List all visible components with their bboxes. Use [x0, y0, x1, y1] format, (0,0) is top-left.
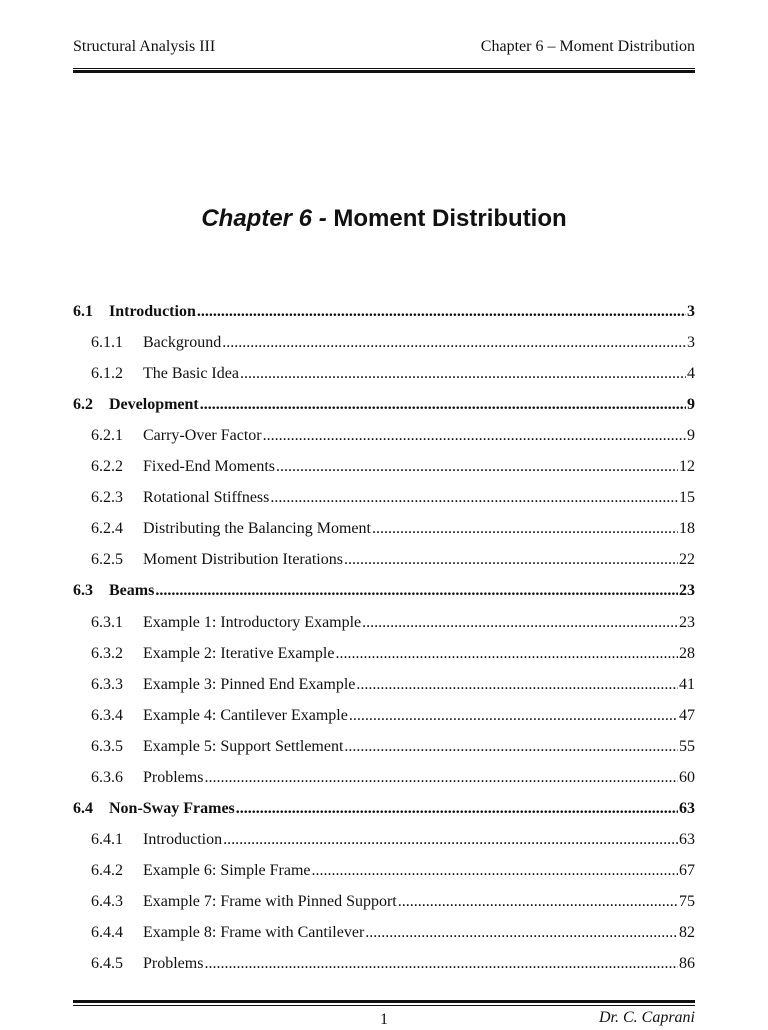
toc-entry-page: 22: [679, 551, 695, 569]
toc-subsection-entry[interactable]: [73, 949, 695, 979]
toc-entry-page: 9: [687, 427, 695, 445]
toc-dot-leader: [204, 763, 678, 793]
toc-entry-page: 60: [679, 768, 695, 786]
toc-entry-title: Beams: [109, 582, 155, 600]
toc-entry-page: 86: [679, 955, 695, 973]
toc-entry-page: 67: [679, 861, 695, 879]
toc-entry-number: 6.1: [73, 303, 93, 320]
toc-entry-title: Development: [109, 396, 199, 414]
toc-section-entry[interactable]: [73, 576, 695, 606]
toc-subsection-entry[interactable]: [73, 918, 695, 948]
toc-entry-page: 4: [687, 365, 695, 383]
toc-entry-number: 6.4: [73, 799, 93, 817]
toc-entry-title: Example 8: Frame with Cantilever: [143, 924, 365, 941]
toc-entry-title: Introduction: [143, 830, 223, 848]
toc-entry-page: 63: [679, 830, 695, 848]
toc-subsection-entry[interactable]: [73, 452, 695, 482]
toc-entry-number: 6.4.3: [91, 892, 123, 910]
toc-entry-page: 3: [687, 334, 695, 352]
toc-section-entry[interactable]: [73, 794, 695, 824]
toc-entry-number: 6.3: [73, 582, 93, 600]
toc-entry-page: 3: [687, 303, 695, 320]
toc-entry-number: 6.3.6: [91, 768, 123, 786]
toc-entry-title: Distributing the Balancing Moment: [143, 520, 371, 538]
toc-subsection-entry[interactable]: [73, 608, 695, 638]
toc-entry-page: 63: [679, 799, 695, 817]
toc-dot-leader: [276, 452, 678, 482]
toc-entry-title: Problems: [143, 955, 204, 973]
toc-entry-title: Problems: [143, 768, 204, 786]
toc-dot-leader: [344, 545, 678, 575]
toc-entry-title: The Basic Idea: [143, 365, 239, 383]
toc-subsection-entry[interactable]: [73, 701, 695, 731]
toc-entry-title: Fixed-End Moments: [143, 458, 275, 476]
toc-dot-leader: [204, 949, 678, 979]
footer-rule: [73, 1000, 695, 1006]
toc-entry-number: 6.3.2: [91, 644, 123, 662]
toc-entry-number: 6.2.5: [91, 551, 123, 569]
toc-dot-leader: [372, 514, 678, 544]
toc-entry-title: Moment Distribution Iterations: [143, 551, 343, 569]
toc-dot-leader: [398, 887, 678, 917]
toc-entry-page: 75: [679, 892, 695, 910]
toc-entry-number: 6.4.5: [91, 955, 123, 973]
toc-entry-number: 6.1.1: [91, 334, 123, 352]
toc-subsection-entry[interactable]: [73, 483, 695, 513]
toc-entry-title: Example 7: Frame with Pinned Support: [143, 892, 397, 910]
toc-subsection-entry[interactable]: [73, 514, 695, 544]
toc-entry-title: Example 3: Pinned End Example: [143, 675, 356, 693]
toc-entry-page: 55: [679, 737, 695, 755]
toc-subsection-entry[interactable]: [73, 763, 695, 793]
toc-dot-leader: [356, 670, 678, 700]
toc-entry-page: 28: [679, 644, 695, 662]
toc-entry-number: 6.3.1: [91, 613, 123, 631]
toc-entry-number: 6.4.4: [91, 924, 123, 941]
toc-entry-number: 6.2: [73, 396, 93, 414]
chapter-title-main: Moment Distribution: [333, 205, 567, 232]
toc-dot-leader: [223, 825, 678, 855]
toc-subsection-entry[interactable]: [73, 545, 695, 575]
toc-subsection-entry[interactable]: [73, 825, 695, 855]
toc-section-entry[interactable]: [73, 390, 695, 420]
toc-dot-leader: [335, 639, 678, 669]
toc-subsection-entry[interactable]: [73, 328, 695, 358]
toc-dot-leader: [222, 328, 686, 358]
toc-entry-page: 23: [679, 613, 695, 631]
toc-subsection-entry[interactable]: [73, 670, 695, 700]
toc-entry-page: 82: [679, 924, 695, 941]
toc-entry-title: Introduction: [109, 303, 196, 320]
footer-author: Dr. C. Caprani: [598, 1009, 695, 1026]
running-header: [73, 37, 695, 59]
toc-entry-title: Example 1: Introductory Example: [143, 613, 362, 631]
toc-dot-leader: [155, 576, 678, 606]
toc-entry-page: 23: [679, 582, 695, 600]
header-rule-thin: [73, 68, 695, 69]
toc-dot-leader: [200, 390, 686, 420]
toc-subsection-entry[interactable]: [73, 359, 695, 389]
header-chapter-title: Chapter 6 – Moment Distribution: [480, 38, 695, 55]
toc-dot-leader: [197, 297, 686, 327]
toc-entry-title: Example 4: Cantilever Example: [143, 706, 348, 724]
toc-dot-leader: [349, 701, 678, 731]
footer-rule-thin: [73, 1005, 695, 1006]
toc-entry-number: 6.3.5: [91, 737, 123, 755]
toc-entry-title: Rotational Stiffness: [143, 489, 270, 507]
toc-entry-number: 6.1.2: [91, 365, 123, 383]
toc-entry-number: 6.2.2: [91, 458, 123, 476]
toc-dot-leader: [236, 794, 678, 824]
toc-entry-page: 47: [679, 706, 695, 724]
toc-subsection-entry[interactable]: [73, 856, 695, 886]
header-rule: [73, 68, 695, 74]
toc-entry-page: 9: [687, 396, 695, 414]
header-rule-thick: [73, 70, 695, 73]
toc-subsection-entry[interactable]: [73, 732, 695, 762]
toc-entry-number: 6.4.1: [91, 830, 123, 848]
toc-entry-page: 18: [679, 520, 695, 538]
toc-entry-number: 6.3.3: [91, 675, 123, 693]
toc-subsection-entry[interactable]: [73, 639, 695, 669]
header-course-title: Structural Analysis III: [73, 38, 216, 55]
footer-rule-thick: [73, 1000, 695, 1003]
toc-entry-page: 15: [679, 489, 695, 507]
toc-entry-number: 6.2.4: [91, 520, 123, 538]
chapter-title: [0, 203, 768, 235]
toc-entry-page: 41: [679, 675, 695, 693]
toc-entry-title: Example 2: Iterative Example: [143, 644, 335, 662]
toc-entry-title: Example 6: Simple Frame: [143, 861, 311, 879]
toc-entry-title: Background: [143, 334, 222, 352]
toc-entry-title: Non-Sway Frames: [109, 799, 235, 817]
toc-dot-leader: [270, 483, 678, 513]
toc-subsection-entry[interactable]: [73, 421, 695, 451]
toc-dot-leader: [312, 856, 678, 886]
page-number: 1: [380, 1011, 388, 1028]
chapter-title-prefix: Chapter 6 -: [201, 205, 327, 232]
toc-entry-page: 12: [679, 458, 695, 476]
toc-entry-title: Example 5: Support Settlement: [143, 737, 344, 755]
toc-entry-title: Carry-Over Factor: [143, 427, 262, 445]
toc-entry-number: 6.2.1: [91, 427, 123, 445]
toc-dot-leader: [263, 421, 686, 451]
toc-subsection-entry[interactable]: [73, 887, 695, 917]
toc-dot-leader: [344, 732, 678, 762]
toc-entry-number: 6.2.3: [91, 489, 123, 507]
toc-dot-leader: [240, 359, 686, 389]
toc-entry-number: 6.3.4: [91, 706, 123, 724]
toc-dot-leader: [362, 608, 678, 638]
toc-dot-leader: [365, 918, 678, 948]
toc-entry-number: 6.4.2: [91, 861, 123, 879]
toc-section-entry[interactable]: [73, 297, 695, 327]
